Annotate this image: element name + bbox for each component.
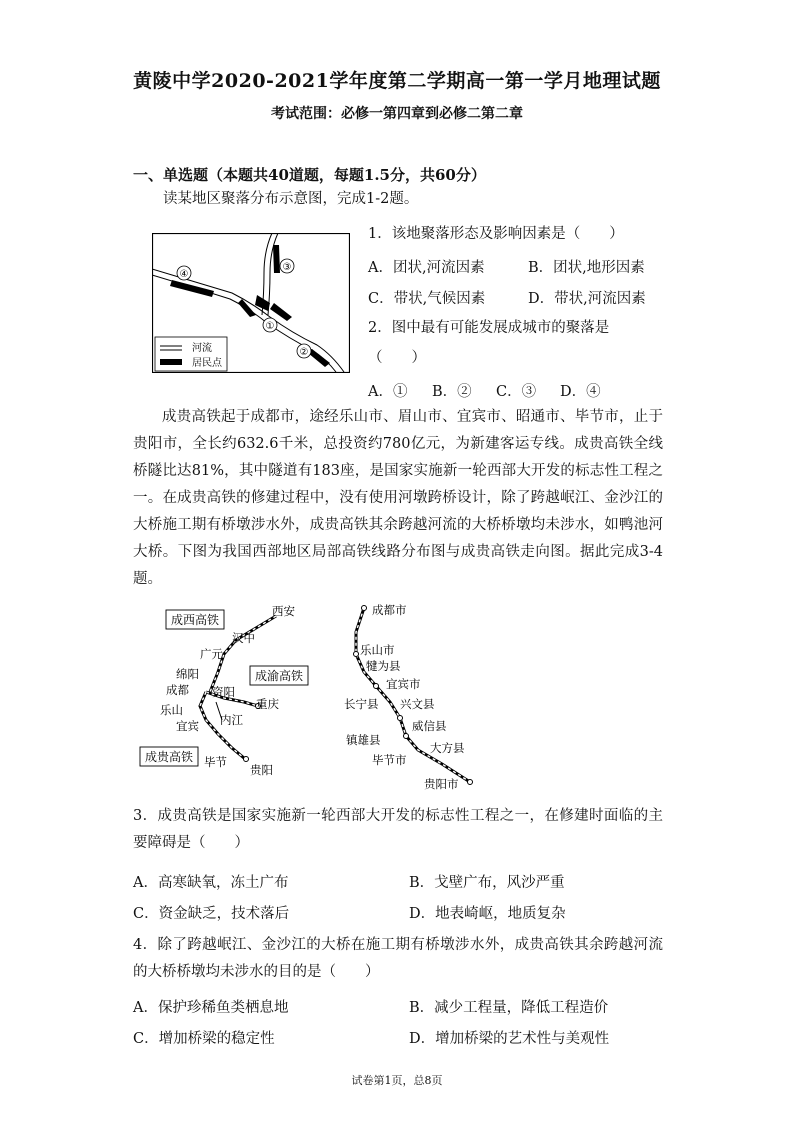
route-guiyang: 贵阳市: [424, 777, 459, 791]
route-xingwen: 兴文县: [400, 697, 435, 711]
city-leshan: 乐山: [160, 703, 183, 717]
q3-stem: 3．成贵高铁是国家实施新一轮西部大开发的标志性工程之一，在修建时面临的主要障碍是（ ）: [133, 808, 663, 851]
q1-option-a[interactable]: A．团状,河流因素: [368, 260, 485, 276]
q4-option-c[interactable]: C．增加桥梁的稳定性: [133, 1031, 275, 1047]
q1-option-c[interactable]: C．带状,气候因素: [368, 291, 486, 307]
passage-text: 成贵高铁起于成都市，途经乐山市、眉山市、宜宾市、昭通市、毕节市，止于贵阳市，全长约632.6千米，总投资约780亿元，为新建客运专线。成贵高铁全线桥隧比达81%，其中隧道有183座，是国家实施新一轮西部大开发的标志性工程之一。在成贵高铁的修建过程中，没有使用河墩跨桥设计，除了跨越岷江、金沙江的大桥施工期有桥墩涉水外，成贵高铁其余跨越河流的大桥桥墩均未涉水，如鸭池河大桥。下图为我国西部地区局部高铁线路分布图与成贵高铁走向图。据此完成3-4题。: [133, 409, 663, 587]
route-leshan: 乐山市: [360, 643, 395, 657]
route-yibin: 宜宾市: [386, 677, 421, 691]
legend-river-label: 河流: [192, 343, 212, 354]
route-bijie: 毕节市: [372, 753, 407, 767]
q2-option-b[interactable]: B．②: [432, 384, 472, 400]
city-mianyang: 绵阳: [176, 667, 199, 681]
section-intro: 读某地区聚落分布示意图，完成1-2题。: [163, 191, 419, 207]
q1-stem: 1．该地聚落形态及影响因素是（ ）: [368, 226, 624, 242]
settlement-map: [152, 233, 350, 373]
map1-label-4: ④: [179, 269, 189, 280]
map2-box-chengyu: 成渝高铁: [254, 669, 304, 683]
city-neijiang: 内江: [220, 713, 243, 727]
q3-option-c[interactable]: C．资金缺乏，技术落后: [133, 906, 290, 922]
route-chengdu: 成都市: [372, 603, 407, 617]
route-weixin: 威信县: [412, 719, 447, 733]
map2-box-chengxi: 成西高铁: [170, 613, 220, 627]
q4-option-a[interactable]: A．保护珍稀鱼类栖息地: [133, 1000, 289, 1016]
city-xian: 西安: [272, 604, 295, 618]
q1-option-b[interactable]: B．团状,地形因素: [528, 260, 645, 276]
route-qianwei: 犍为县: [366, 659, 401, 673]
exam-scope: 考试范围：必修一第四章到必修二第二章: [271, 106, 523, 122]
map1-label-2: ②: [299, 347, 309, 358]
city-chengdu: 成都: [166, 683, 189, 697]
section-heading: 一、单选题（本题共40道题，每题1.5分，共60分）: [133, 166, 486, 184]
q3-option-a[interactable]: A．高寒缺氧，冻土广布: [133, 875, 289, 891]
map1-label-1: ①: [265, 321, 275, 332]
q2-stem-paren: （ ）: [368, 350, 426, 366]
city-hanzhong: 汉中: [232, 631, 255, 645]
q3-option-b[interactable]: B．戈壁广布，风沙严重: [409, 875, 565, 891]
page-footer: 试卷第1页，总8页: [351, 1074, 443, 1087]
chenggui-route-map: [342, 602, 482, 792]
q1-option-d[interactable]: D．带状,河流因素: [528, 291, 646, 307]
q2-option-d[interactable]: D．④: [560, 384, 601, 400]
q4-option-b[interactable]: B．减少工程量，降低工程造价: [409, 1000, 609, 1016]
map1-label-3: ③: [282, 262, 292, 273]
city-chongqing: 重庆: [256, 697, 279, 711]
q2-option-a[interactable]: A．①: [368, 384, 408, 400]
western-rail-map: [136, 602, 316, 778]
legend-settlement-label: 居民点: [192, 358, 222, 369]
exam-title: 黄陵中学2020-2021学年度第二学期高一第一学月地理试题: [133, 70, 661, 92]
q2-stem: 2．图中最有可能发展成城市的聚落是: [368, 320, 610, 336]
city-guangyuan: 广元: [200, 647, 223, 661]
q3-option-d[interactable]: D．地表崎岖，地质复杂: [409, 906, 566, 922]
city-ziyang: 资阳: [212, 685, 235, 699]
route-changning: 长宁县: [344, 697, 379, 711]
route-zhenxiong: 镇雄县: [346, 733, 381, 747]
city-yibin: 宜宾: [176, 719, 199, 733]
q2-option-c[interactable]: C．③: [496, 384, 537, 400]
legend-settlement-symbol: [160, 359, 182, 365]
city-guiyang: 贵阳: [250, 763, 273, 777]
q4-option-d[interactable]: D．增加桥梁的艺术性与美观性: [409, 1031, 610, 1047]
settlement-3: [273, 245, 280, 273]
q4-stem: 4．除了跨越岷江、金沙江的大桥在施工期有桥墩涉水外，成贵高铁其余跨越河流的大桥桥墩均未涉水的目的是（ ）: [133, 937, 663, 980]
city-bijie: 毕节: [204, 755, 227, 769]
route-dafang: 大方县: [430, 741, 465, 755]
map2-box-chenggui: 成贵高铁: [144, 750, 194, 764]
